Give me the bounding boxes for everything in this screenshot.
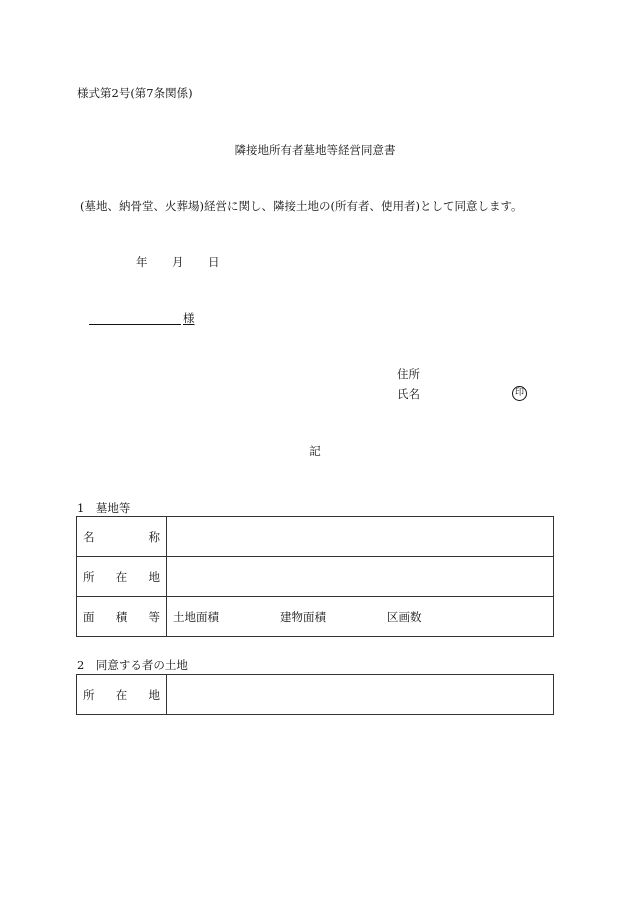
label-char: 面 [83, 609, 95, 624]
cemetery-info-table [76, 516, 554, 637]
consent-statement: (墓地、納骨堂、火葬場)経営に関し、隣接土地の(所有者、使用者)として同意します。 [80, 199, 523, 213]
addressee-honorific: 様 [183, 311, 195, 325]
label-char: 称 [148, 529, 160, 544]
ki-notation: 記 [309, 444, 321, 458]
label-char: 所 [83, 569, 95, 584]
section2-heading: 2 同意する者の土地 [77, 658, 188, 672]
signer-name-label: 氏名 [397, 387, 420, 401]
label-cell-area [77, 597, 167, 637]
signer-address-label: 住所 [397, 367, 420, 381]
label-char: 所 [83, 687, 95, 702]
label-char: 在 [115, 687, 128, 702]
seal-mark-icon: 印 [512, 386, 527, 401]
consenter-land-table [76, 674, 554, 715]
date-day-label: 日 [208, 255, 220, 269]
date-month-label: 月 [172, 255, 184, 269]
area-details-field[interactable] [167, 597, 554, 637]
section1-heading: 1 墓地等 [77, 501, 131, 515]
cemetery-location-field[interactable] [167, 557, 554, 597]
cemetery-name-field[interactable] [167, 517, 554, 557]
label-char: 地 [148, 569, 160, 584]
addressee-blank-line [89, 324, 181, 325]
label-char: 等 [148, 609, 160, 624]
consenter-land-location-field[interactable] [167, 675, 554, 715]
land-area-label: 土地面積 [173, 609, 219, 624]
label-char: 積 [115, 609, 128, 624]
label-cell-name [77, 517, 167, 557]
table-row [77, 597, 554, 637]
document-title: 隣接地所有者墓地等経営同意書 [234, 143, 396, 157]
label-char: 名 [83, 529, 95, 544]
table-row [77, 675, 554, 715]
date-year-label: 年 [136, 255, 148, 269]
label-char: 在 [115, 569, 128, 584]
table-row [77, 557, 554, 597]
plot-count-label: 区画数 [387, 609, 422, 624]
label-cell-location [77, 675, 167, 715]
building-area-label: 建物面積 [280, 609, 326, 624]
form-number: 様式第2号(第7条関係) [77, 86, 193, 100]
table-row [77, 517, 554, 557]
label-char: 地 [148, 687, 160, 702]
label-cell-location [77, 557, 167, 597]
